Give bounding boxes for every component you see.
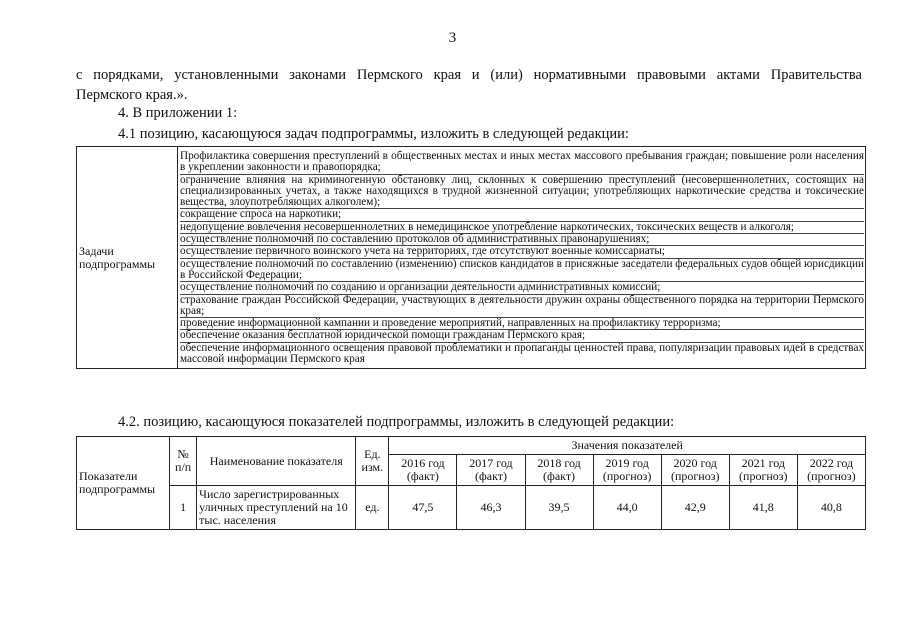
year-header: 2021 год (прогноз) bbox=[729, 455, 797, 486]
paragraph-tasks-intro: 4.1 позицию, касающуюся задач подпрограммы, изложить в следующей редакции: bbox=[118, 126, 629, 142]
row-unit: ед. bbox=[356, 486, 389, 530]
paragraph-continuation-line2: Пермского края.». bbox=[76, 87, 188, 103]
tasks-label: Задачи подпрограммы bbox=[77, 147, 178, 369]
task-item: проведение информационной кампании и проведение мероприятий, направленных на профилактику терроризма; bbox=[180, 317, 864, 329]
task-item: страхование граждан Российской Федерации, участвующих в деятельности дружин охраны общественного порядка на территории Пермского края; bbox=[180, 293, 864, 317]
year-header: 2017 год (факт) bbox=[457, 455, 525, 486]
col-header-unit: Ед. изм. bbox=[356, 437, 389, 486]
col-header-name: Наименование показателя bbox=[197, 437, 356, 486]
task-item: обеспечение оказания бесплатной юридической помощи гражданам Пермского края; bbox=[180, 329, 864, 341]
col-header-num: № п/п bbox=[170, 437, 197, 486]
tasks-table bbox=[76, 146, 866, 369]
year-header: 2020 год (прогноз) bbox=[661, 455, 729, 486]
values-header: Значения показателей bbox=[389, 437, 866, 455]
task-item: осуществление первичного воинского учета на территориях, где отсутствуют военные комиссариаты; bbox=[180, 245, 864, 257]
row-value: 44,0 bbox=[593, 486, 661, 530]
page-number: 3 bbox=[448, 30, 457, 46]
row-value: 46,3 bbox=[457, 486, 525, 530]
tasks-row bbox=[77, 147, 866, 369]
task-item: осуществление полномочий по составлению протоколов об административных правонарушениях; bbox=[180, 233, 864, 245]
row-num: 1 bbox=[170, 486, 197, 530]
task-item: сокращение спроса на наркотики; bbox=[180, 208, 864, 220]
paragraph-continuation-line1: с порядками, установленными законами Пермского края и (или) нормативными правовыми актами Правительства bbox=[76, 67, 862, 83]
row-value: 41,8 bbox=[729, 486, 797, 530]
row-value: 39,5 bbox=[525, 486, 593, 530]
task-item: ограничение влияния на криминогенную обстановку лиц, склонных к совершению преступлений (несовершеннолетних, состоящих на специализированных учетах, а также находящихся в трудной жизненной ситуации; употребляющих наркотические средства и токсические вещества, злоупотребляющих алкоголем); bbox=[180, 173, 864, 209]
task-item: Профилактика совершения преступлений в общественных местах и иных местах массового пребывания граждан; повышение роли населения в укреплении законности и правопорядка; bbox=[180, 150, 864, 174]
row-value: 40,8 bbox=[797, 486, 865, 530]
row-value: 42,9 bbox=[661, 486, 729, 530]
year-header: 2016 год (факт) bbox=[389, 455, 457, 486]
year-header: 2022 год (прогноз) bbox=[797, 455, 865, 486]
paragraph-indicators-intro: 4.2. позицию, касающуюся показателей подпрограммы, изложить в следующей редакции: bbox=[118, 414, 675, 430]
row-name: Число зарегистрированных уличных преступлений на 10 тыс. населения bbox=[197, 486, 356, 530]
task-item: осуществление полномочий по составлению (изменению) списков кандидатов в присяжные заседатели федеральных судов общей юрисдикции в Российской Федерации; bbox=[180, 257, 864, 281]
indicators-label: Показатели подпрограммы bbox=[77, 437, 170, 530]
indicators-header-row-1 bbox=[77, 437, 866, 455]
task-item: обеспечение информационного освещения правовой проблематики и пропаганды ценностей права, популяризации правовых идей в средствах массовой информации Пермского края bbox=[180, 341, 864, 366]
indicators-table bbox=[76, 436, 866, 530]
tasks-items bbox=[178, 147, 866, 369]
row-value: 47,5 bbox=[389, 486, 457, 530]
paragraph-appendix-heading: 4. В приложении 1: bbox=[118, 105, 238, 121]
year-header: 2018 год (факт) bbox=[525, 455, 593, 486]
table-row bbox=[77, 486, 866, 530]
task-item: недопущение вовлечения несовершеннолетних в немедицинское употребление наркотических, токсических веществ и алкоголя; bbox=[180, 221, 864, 233]
task-item: осуществление полномочий по созданию и организации деятельности административных комиссий; bbox=[180, 281, 864, 293]
year-header: 2019 год (прогноз) bbox=[593, 455, 661, 486]
